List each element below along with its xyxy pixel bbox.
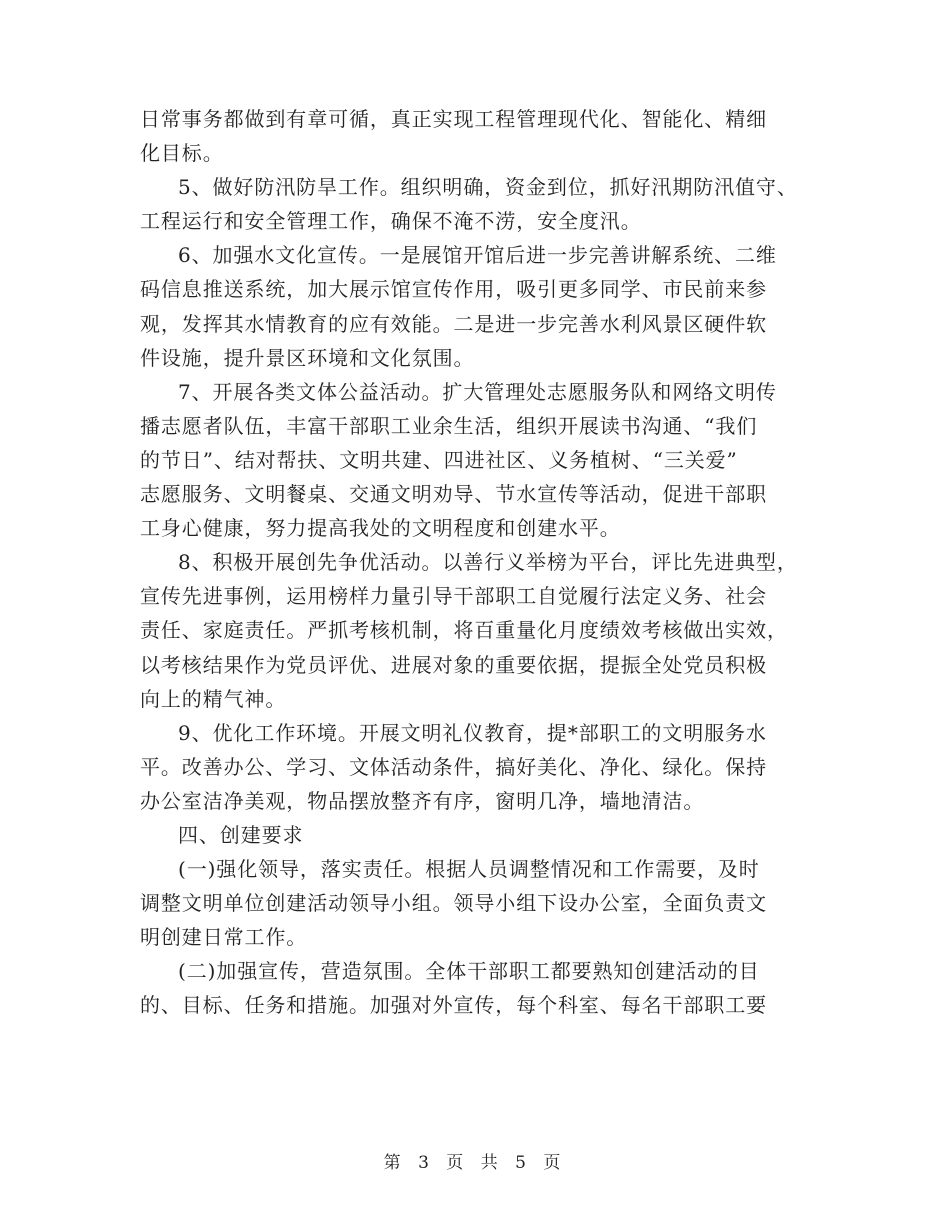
- text-line: 工程运行和安全管理工作，确保不淹不涝，安全度汛。: [140, 209, 642, 234]
- body-text: [140, 102, 812, 1023]
- text-line: 明创建日常工作。: [140, 925, 308, 950]
- text-line: 观，发挥其水情教育的应有效能。二是进一步完善水利风景区硬件软: [140, 311, 767, 336]
- text-line: 9、优化工作环境。开展文明礼仪教育，提*部职工的文明服务水: [178, 720, 767, 745]
- text-line: 调整文明单位创建活动领导小组。领导小组下设办公室，全面负责文: [140, 891, 767, 916]
- page-footer: 第 3 页 共 5 页: [383, 1153, 567, 1173]
- text-line: 向上的精气神。: [140, 686, 287, 711]
- text-line: 办公室洁净美观，物品摆放整齐有序，窗明几净，墙地清洁。: [140, 788, 705, 813]
- text-line: 工身心健康，努力提高我处的文明程度和创建水平。: [140, 516, 621, 541]
- text-line: 6、加强水文化宣传。一是展馆开馆后进一步完善讲解系统、二维: [178, 243, 777, 268]
- text-line: 码信息推送系统，加大展示馆宣传作用，吸引更多同学、市民前来参: [140, 277, 767, 302]
- text-line: 7、开展各类文体公益活动。扩大管理处志愿服务队和网络文明传: [178, 379, 777, 404]
- text-line: 志愿服务、文明餐桌、交通文明劝导、节水宣传等活动，促进干部职: [140, 482, 767, 507]
- text-line: 四、创建要求: [178, 822, 304, 847]
- text-line: (二)加强宣传，营造氛围。全体干部职工都要熟知创建活动的目: [178, 959, 760, 984]
- text-line: 责任、家庭责任。严抓考核机制，将百重量化月度绩效考核做出实效，: [140, 618, 788, 643]
- text-line: 宣传先进事例，运用榜样力量引导干部职工自觉履行法定义务、社会: [140, 584, 767, 609]
- text-line: 件设施，提升景区环境和文化氛围。: [140, 345, 475, 370]
- text-line: 化目标。: [140, 141, 224, 166]
- text-line: 平。改善办公、学习、文体活动条件，搞好美化、净化、绿化。保持: [140, 754, 767, 779]
- text-line: (一)强化领导，落实责任。根据人员调整情况和工作需要，及时: [178, 857, 760, 882]
- text-line: 播志愿者队伍，丰富干部职工业余生活，组织开展读书沟通、“我们: [140, 413, 758, 438]
- text-line: 8、积极开展创先争优活动。以善行义举榜为平台，评比先进典型，: [178, 550, 798, 575]
- text-line: 日常事务都做到有章可循，真正实现工程管理现代化、智能化、精细: [140, 107, 767, 131]
- text-line: 的节日”、结对帮扶、文明共建、四进社区、义务植树、“三关爱”: [140, 447, 738, 472]
- text-line: 的、目标、任务和措施。加强对外宣传，每个科室、每名干部职工要: [140, 993, 767, 1018]
- text-line: 以考核结果作为党员评优、进展对象的重要依据，提振全处党员积极: [140, 652, 767, 677]
- text-line: 5、做好防汛防旱工作。组织明确，资金到位，抓好汛期防汛值守、: [178, 175, 798, 200]
